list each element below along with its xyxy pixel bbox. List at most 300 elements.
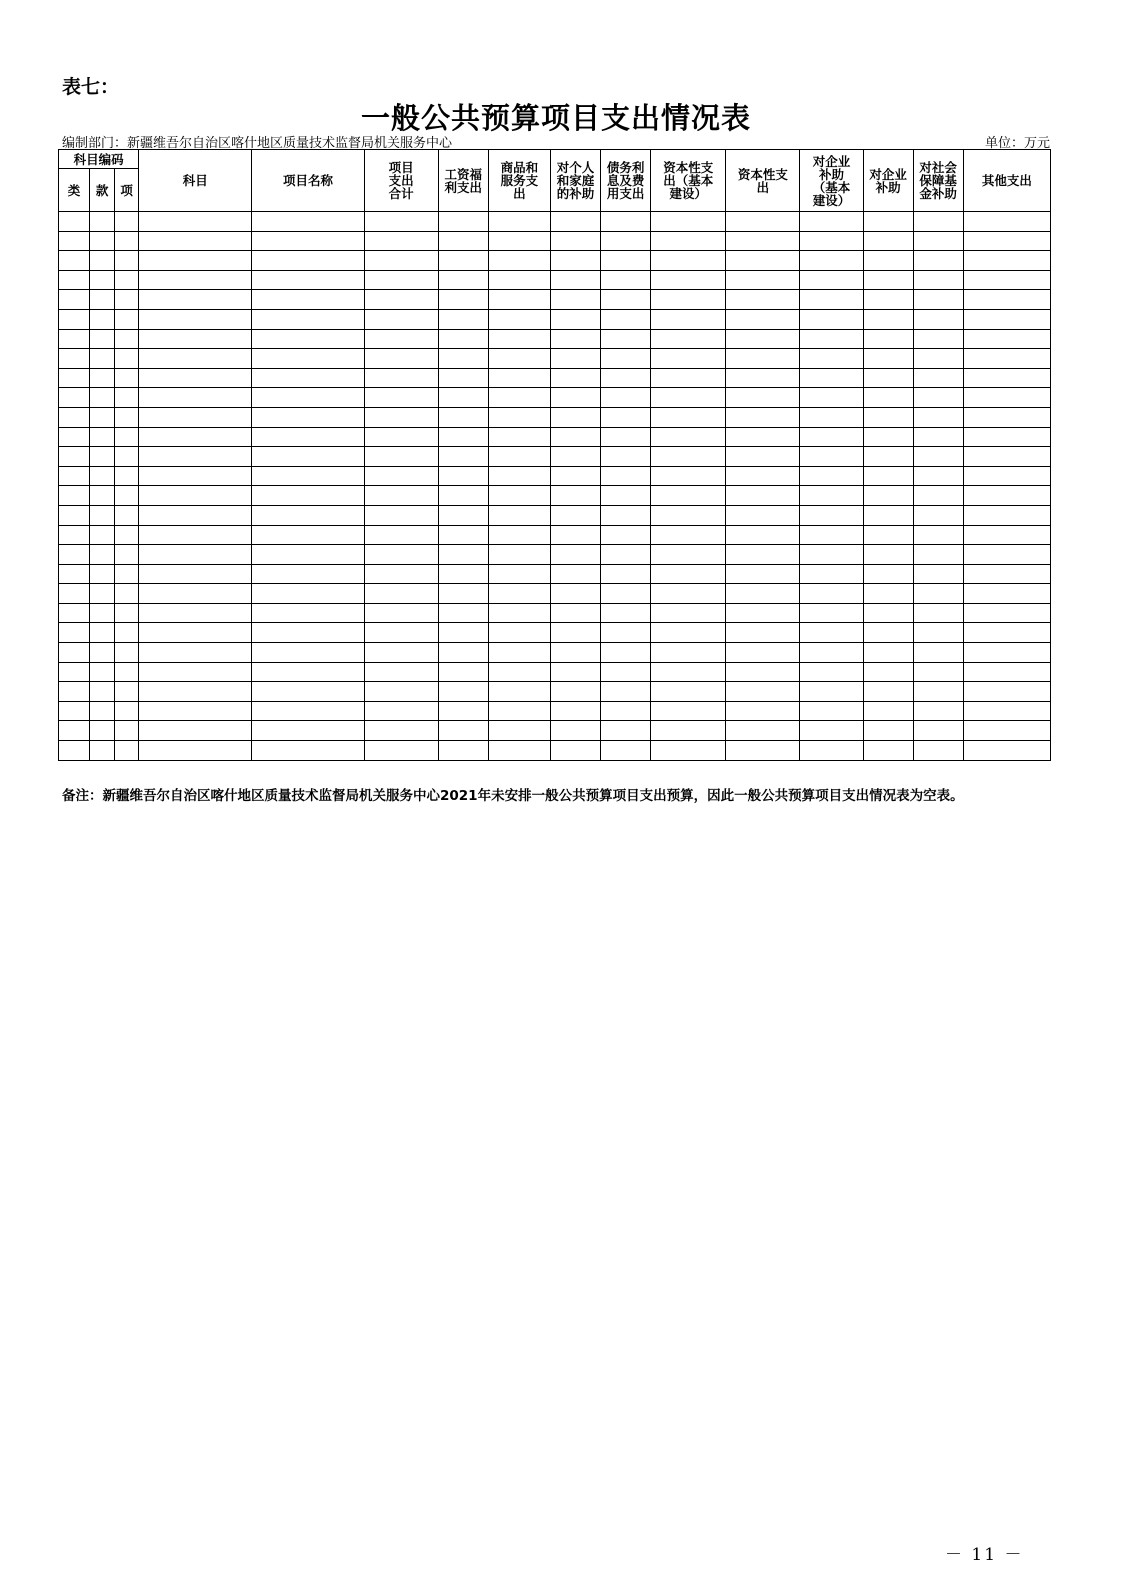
table-cell	[90, 643, 115, 663]
table-cell	[438, 721, 488, 741]
table-row	[59, 349, 1051, 369]
table-cell	[913, 545, 963, 565]
table-cell	[726, 584, 800, 604]
table-cell	[139, 682, 252, 702]
table-cell	[550, 741, 600, 761]
table-cell	[488, 427, 550, 447]
table-cell	[364, 368, 438, 388]
table-cell	[963, 564, 1050, 584]
table-cell	[364, 231, 438, 251]
table-cell	[913, 466, 963, 486]
table-cell	[601, 329, 651, 349]
table-cell	[438, 662, 488, 682]
table-cell	[601, 564, 651, 584]
table-cell	[863, 447, 913, 467]
table-cell	[364, 212, 438, 232]
table-cell	[488, 643, 550, 663]
table-cell	[252, 505, 364, 525]
table-cell	[963, 212, 1050, 232]
table-cell	[800, 329, 863, 349]
table-cell	[726, 270, 800, 290]
page-number: － 11 －	[945, 1545, 1024, 1565]
table-cell	[913, 270, 963, 290]
table-cell	[913, 564, 963, 584]
table-cell	[252, 545, 364, 565]
table-cell	[651, 251, 726, 271]
table-cell	[364, 309, 438, 329]
table-cell	[252, 231, 364, 251]
table-cell	[59, 603, 90, 623]
table-cell	[963, 447, 1050, 467]
table-cell	[913, 584, 963, 604]
table-cell	[601, 584, 651, 604]
table-cell	[863, 466, 913, 486]
table-cell	[115, 525, 139, 545]
table-cell	[59, 447, 90, 467]
table-cell	[550, 427, 600, 447]
table-row	[59, 388, 1051, 408]
table-cell	[651, 525, 726, 545]
table-cell	[488, 309, 550, 329]
table-cell	[550, 349, 600, 369]
table-cell	[726, 603, 800, 623]
col-header-enterprise-subsidy-construction: 对企业 补助 （基本 建设）	[800, 150, 863, 212]
table-cell	[913, 388, 963, 408]
table-cell	[550, 486, 600, 506]
table-cell	[863, 270, 913, 290]
table-cell	[252, 603, 364, 623]
table-cell	[252, 466, 364, 486]
table-row	[59, 447, 1051, 467]
table-cell	[913, 309, 963, 329]
table-cell	[601, 721, 651, 741]
table-cell	[913, 603, 963, 623]
table-cell	[651, 682, 726, 702]
table-body	[59, 212, 1051, 761]
table-cell	[488, 486, 550, 506]
table-cell	[252, 623, 364, 643]
table-cell	[90, 741, 115, 761]
table-cell	[863, 349, 913, 369]
table-cell	[800, 388, 863, 408]
table-cell	[601, 486, 651, 506]
table-cell	[601, 231, 651, 251]
table-cell	[488, 701, 550, 721]
table-cell	[364, 466, 438, 486]
table-cell	[863, 564, 913, 584]
table-cell	[139, 231, 252, 251]
table-cell	[651, 349, 726, 369]
table-cell	[488, 682, 550, 702]
table-cell	[550, 447, 600, 467]
table-cell	[139, 309, 252, 329]
table-cell	[252, 349, 364, 369]
table-cell	[59, 270, 90, 290]
table-cell	[438, 701, 488, 721]
table-cell	[726, 682, 800, 702]
table-cell	[252, 662, 364, 682]
table-cell	[488, 545, 550, 565]
table-cell	[438, 290, 488, 310]
table-cell	[726, 388, 800, 408]
table-cell	[252, 251, 364, 271]
table-cell	[364, 251, 438, 271]
table-cell	[651, 329, 726, 349]
table-cell	[90, 309, 115, 329]
table-cell	[913, 447, 963, 467]
table-cell	[601, 701, 651, 721]
table-cell	[139, 349, 252, 369]
table-cell	[488, 721, 550, 741]
table-cell	[963, 662, 1050, 682]
table-cell	[963, 309, 1050, 329]
table-cell	[59, 584, 90, 604]
table-cell	[59, 545, 90, 565]
table-cell	[800, 603, 863, 623]
table-cell	[115, 270, 139, 290]
table-cell	[115, 388, 139, 408]
table-cell	[139, 486, 252, 506]
table-cell	[963, 407, 1050, 427]
table-cell	[252, 270, 364, 290]
table-cell	[913, 407, 963, 427]
table-cell	[913, 212, 963, 232]
table-cell	[863, 701, 913, 721]
table-cell	[550, 290, 600, 310]
table-cell	[863, 721, 913, 741]
document-title: 一般公共预算项目支出情况表	[360, 101, 751, 135]
table-row	[59, 212, 1051, 232]
table-cell	[252, 701, 364, 721]
table-cell	[115, 329, 139, 349]
table-row	[59, 329, 1051, 349]
table-cell	[59, 643, 90, 663]
table-cell	[651, 466, 726, 486]
table-cell	[438, 349, 488, 369]
table-cell	[726, 525, 800, 545]
table-cell	[726, 623, 800, 643]
table-cell	[963, 349, 1050, 369]
table-row	[59, 623, 1051, 643]
table-cell	[913, 721, 963, 741]
table-cell	[726, 721, 800, 741]
table-cell	[726, 564, 800, 584]
table-cell	[800, 643, 863, 663]
table-cell	[59, 368, 90, 388]
table-cell	[800, 525, 863, 545]
table-cell	[726, 329, 800, 349]
table-label: 表七：	[62, 76, 120, 98]
table-cell	[800, 505, 863, 525]
table-cell	[913, 662, 963, 682]
table-cell	[438, 368, 488, 388]
table-cell	[651, 603, 726, 623]
table-cell	[863, 407, 913, 427]
table-cell	[90, 388, 115, 408]
table-cell	[364, 270, 438, 290]
table-cell	[913, 623, 963, 643]
table-cell	[364, 525, 438, 545]
table-row	[59, 231, 1051, 251]
table-cell	[800, 212, 863, 232]
table-cell	[115, 447, 139, 467]
table-cell	[726, 643, 800, 663]
table-cell	[726, 447, 800, 467]
table-cell	[601, 466, 651, 486]
table-cell	[252, 212, 364, 232]
table-cell	[863, 545, 913, 565]
table-cell	[863, 623, 913, 643]
table-cell	[438, 309, 488, 329]
table-cell	[59, 388, 90, 408]
table-cell	[115, 564, 139, 584]
table-cell	[252, 309, 364, 329]
table-cell	[438, 212, 488, 232]
table-cell	[438, 741, 488, 761]
table-cell	[115, 584, 139, 604]
table-cell	[139, 427, 252, 447]
table-cell	[90, 584, 115, 604]
table-cell	[726, 368, 800, 388]
table-cell	[601, 309, 651, 329]
table-cell	[913, 486, 963, 506]
table-cell	[438, 564, 488, 584]
table-cell	[139, 584, 252, 604]
table-cell	[651, 564, 726, 584]
table-cell	[115, 505, 139, 525]
table-cell	[550, 251, 600, 271]
table-cell	[863, 427, 913, 447]
table-cell	[115, 309, 139, 329]
table-row	[59, 721, 1051, 741]
table-cell	[651, 545, 726, 565]
table-cell	[726, 505, 800, 525]
table-cell	[726, 701, 800, 721]
table-cell	[90, 290, 115, 310]
table-cell	[800, 564, 863, 584]
table-cell	[59, 251, 90, 271]
table-row	[59, 407, 1051, 427]
table-cell	[800, 623, 863, 643]
table-cell	[252, 564, 364, 584]
table-cell	[963, 427, 1050, 447]
table-cell	[601, 682, 651, 702]
table-row	[59, 466, 1051, 486]
table-cell	[90, 623, 115, 643]
table-cell	[252, 447, 364, 467]
budget-table	[58, 149, 1051, 761]
table-cell	[90, 212, 115, 232]
table-cell	[800, 447, 863, 467]
table-cell	[863, 231, 913, 251]
table-cell	[115, 290, 139, 310]
table-cell	[364, 486, 438, 506]
table-cell	[963, 701, 1050, 721]
table-cell	[601, 447, 651, 467]
table-cell	[90, 407, 115, 427]
table-cell	[601, 505, 651, 525]
table-cell	[488, 290, 550, 310]
table-cell	[550, 623, 600, 643]
table-row	[59, 309, 1051, 329]
table-cell	[488, 603, 550, 623]
table-cell	[139, 525, 252, 545]
table-cell	[800, 682, 863, 702]
table-cell	[863, 525, 913, 545]
table-cell	[59, 466, 90, 486]
table-cell	[913, 349, 963, 369]
table-cell	[90, 603, 115, 623]
table-cell	[252, 368, 364, 388]
table-cell	[252, 643, 364, 663]
table-cell	[488, 623, 550, 643]
col-header-section: 款	[90, 169, 115, 212]
table-cell	[115, 212, 139, 232]
table-cell	[488, 407, 550, 427]
table-row	[59, 701, 1051, 721]
table-cell	[139, 270, 252, 290]
table-cell	[488, 251, 550, 271]
table-cell	[726, 741, 800, 761]
table-row	[59, 251, 1051, 271]
table-cell	[438, 545, 488, 565]
table-cell	[488, 662, 550, 682]
table-cell	[438, 270, 488, 290]
table-cell	[800, 407, 863, 427]
table-cell	[963, 270, 1050, 290]
table-cell	[59, 349, 90, 369]
table-cell	[601, 290, 651, 310]
table-cell	[800, 486, 863, 506]
table-cell	[550, 368, 600, 388]
table-cell	[115, 486, 139, 506]
table-cell	[800, 309, 863, 329]
table-cell	[90, 349, 115, 369]
table-cell	[438, 584, 488, 604]
table-cell	[651, 309, 726, 329]
table-cell	[913, 525, 963, 545]
table-cell	[90, 368, 115, 388]
table-cell	[488, 466, 550, 486]
table-cell	[550, 388, 600, 408]
table-cell	[963, 545, 1050, 565]
col-header-subject: 科目	[139, 150, 252, 212]
table-row	[59, 486, 1051, 506]
table-cell	[601, 662, 651, 682]
table-row	[59, 741, 1051, 761]
table-cell	[800, 251, 863, 271]
table-cell	[139, 603, 252, 623]
table-cell	[550, 329, 600, 349]
table-cell	[863, 251, 913, 271]
table-cell	[488, 368, 550, 388]
table-cell	[488, 741, 550, 761]
table-row	[59, 662, 1051, 682]
table-cell	[139, 251, 252, 271]
table-cell	[651, 584, 726, 604]
table-cell	[115, 741, 139, 761]
table-cell	[252, 525, 364, 545]
table-cell	[438, 643, 488, 663]
table-cell	[364, 741, 438, 761]
col-header-project-total: 项目 支出 合计	[364, 150, 438, 212]
table-cell	[59, 290, 90, 310]
table-cell	[726, 466, 800, 486]
table-cell	[252, 388, 364, 408]
table-cell	[800, 290, 863, 310]
table-cell	[139, 741, 252, 761]
table-cell	[863, 505, 913, 525]
table-cell	[726, 309, 800, 329]
table-cell	[252, 329, 364, 349]
table-cell	[651, 643, 726, 663]
table-cell	[550, 270, 600, 290]
table-cell	[488, 584, 550, 604]
table-cell	[90, 486, 115, 506]
table-cell	[651, 662, 726, 682]
table-cell	[90, 427, 115, 447]
table-cell	[550, 466, 600, 486]
table-cell	[364, 643, 438, 663]
table-cell	[115, 427, 139, 447]
table-cell	[726, 407, 800, 427]
table-cell	[139, 623, 252, 643]
table-cell	[488, 525, 550, 545]
col-header-item: 项	[115, 169, 139, 212]
table-cell	[963, 486, 1050, 506]
table-cell	[59, 701, 90, 721]
table-cell	[364, 349, 438, 369]
table-cell	[550, 505, 600, 525]
table-cell	[364, 603, 438, 623]
table-cell	[252, 427, 364, 447]
table-cell	[488, 329, 550, 349]
table-cell	[651, 407, 726, 427]
table-cell	[963, 603, 1050, 623]
table-cell	[438, 603, 488, 623]
table-cell	[115, 701, 139, 721]
table-cell	[59, 427, 90, 447]
table-cell	[651, 231, 726, 251]
table-cell	[90, 231, 115, 251]
table-cell	[139, 447, 252, 467]
table-cell	[139, 407, 252, 427]
table-cell	[139, 388, 252, 408]
table-cell	[913, 231, 963, 251]
col-header-enterprise-subsidy: 对企业 补助	[863, 150, 913, 212]
table-cell	[438, 388, 488, 408]
table-cell	[913, 290, 963, 310]
table-cell	[726, 662, 800, 682]
table-cell	[59, 329, 90, 349]
table-cell	[863, 290, 913, 310]
table-cell	[438, 447, 488, 467]
table-cell	[963, 721, 1050, 741]
table-cell	[438, 466, 488, 486]
table-cell	[863, 486, 913, 506]
table-cell	[252, 407, 364, 427]
table-cell	[863, 584, 913, 604]
table-row	[59, 564, 1051, 584]
table-cell	[139, 329, 252, 349]
table-cell	[913, 505, 963, 525]
table-cell	[963, 290, 1050, 310]
table-cell	[726, 427, 800, 447]
table-cell	[726, 486, 800, 506]
currency-unit: 单位：万元	[984, 136, 1050, 151]
table-row	[59, 603, 1051, 623]
table-cell	[364, 623, 438, 643]
